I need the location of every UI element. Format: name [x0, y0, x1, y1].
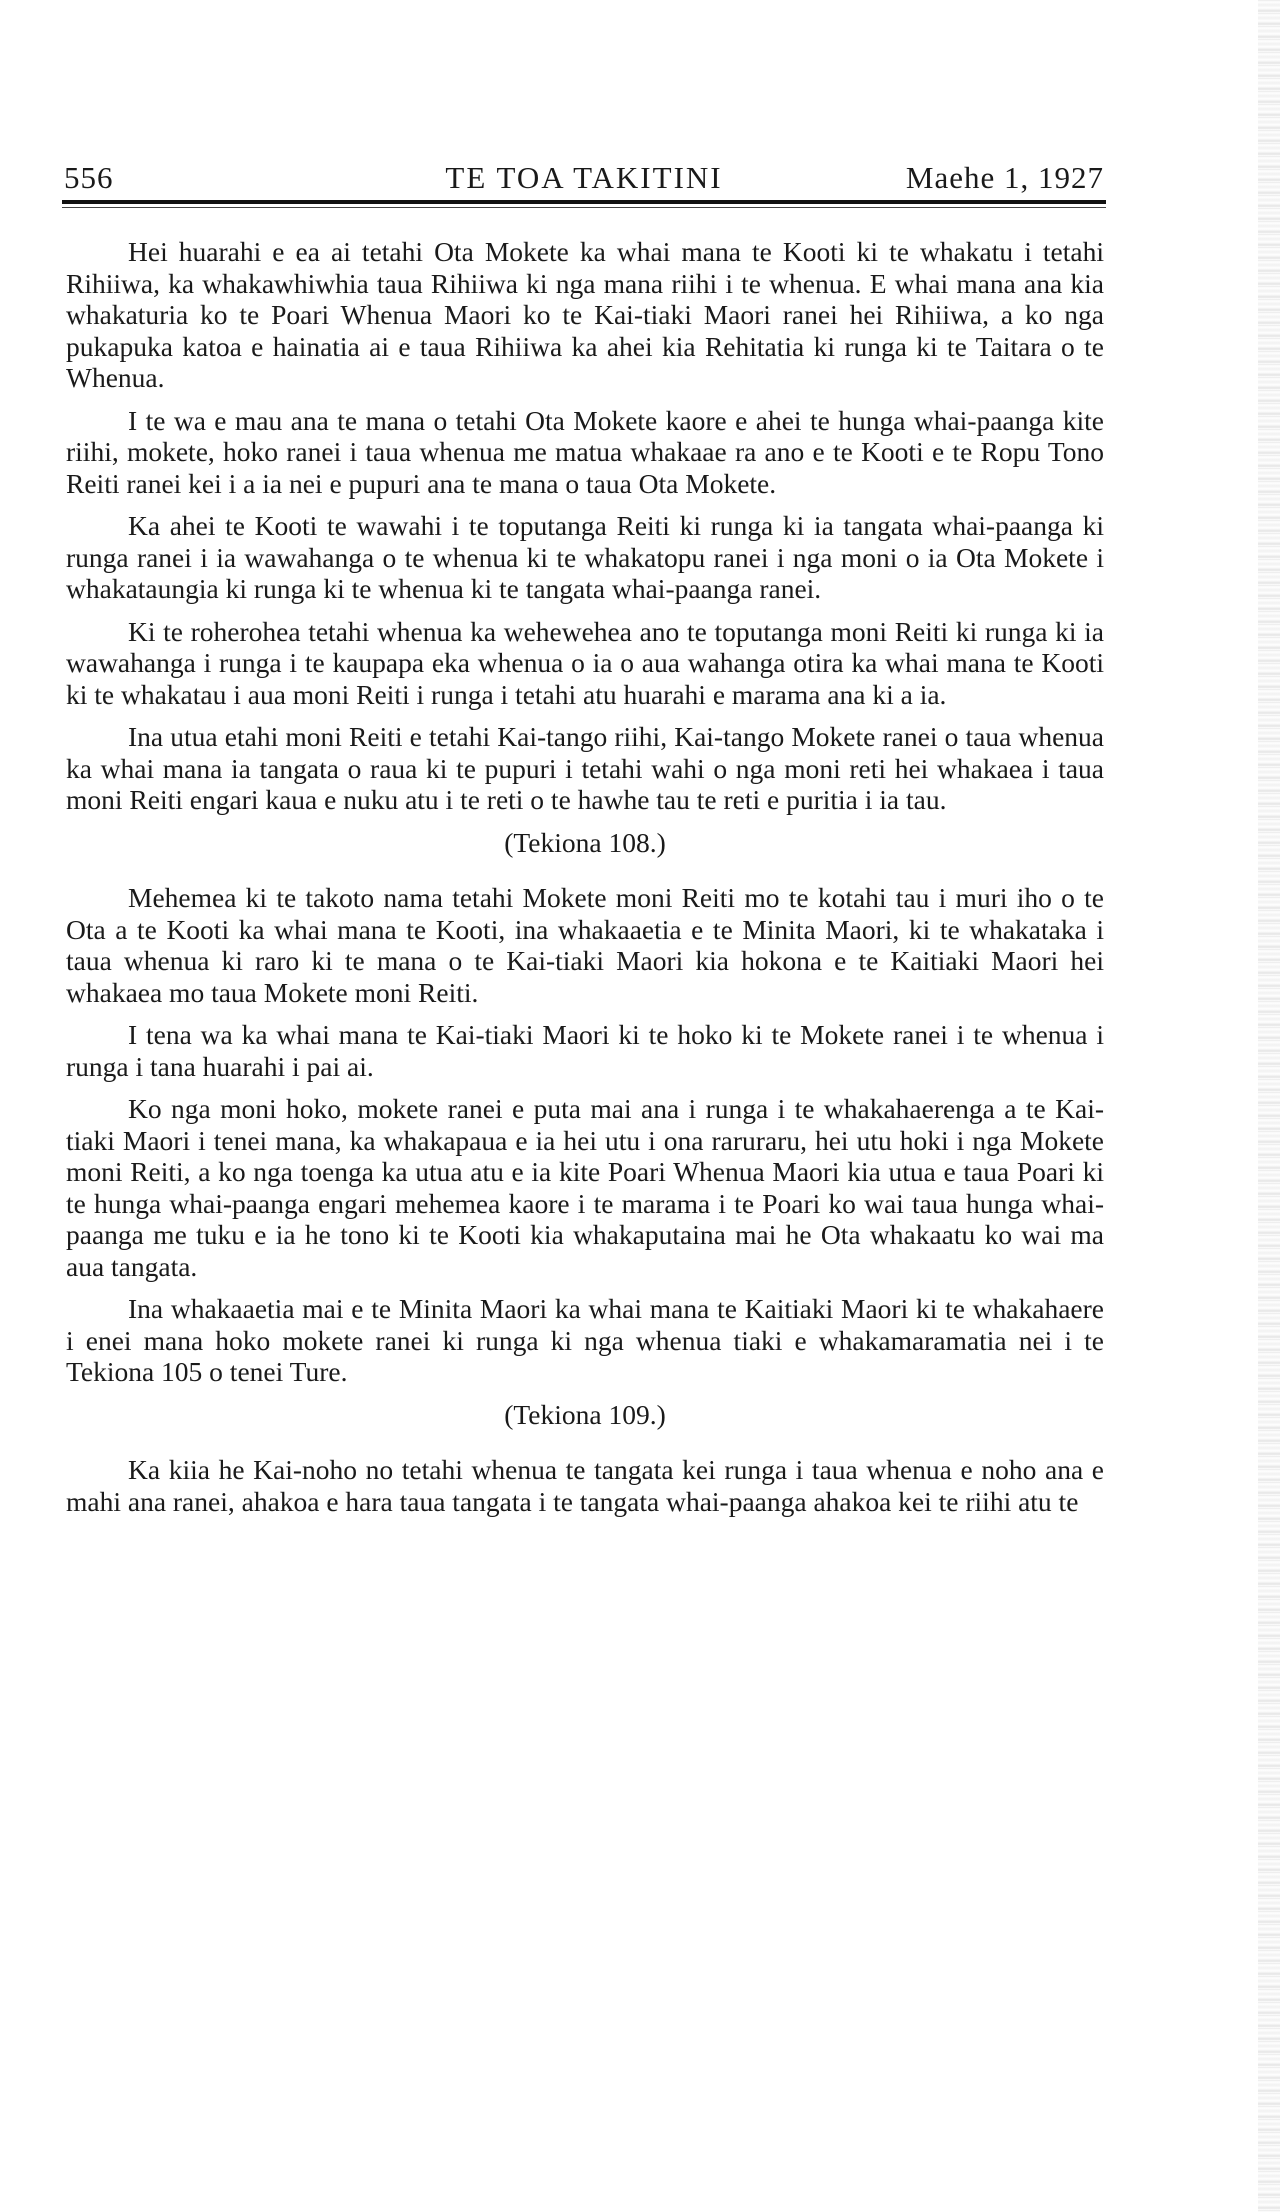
- header-rule-thin: [62, 207, 1106, 208]
- paragraph: Ka ahei te Kooti te wawahi i te toputanga Reiti ki runga ki ia tangata whai-paanga ki runga ranei i ia wawahanga o te whenua ki te whakatopu ranei i nga moni o ia Ota Mokete i whakataungia ki runga ki te whenua ki te tangata whai-paanga ranei.: [66, 510, 1104, 604]
- paragraph: Ina whakaaetia mai e te Minita Maori ka whai mana te Kaitiaki Maori ki te whakahaere i enei mana hoko mokete ranei ki runga ki nga whenua tiaki e whakamaramatia nei i te Tekiona 105 o tenei Ture.: [66, 1293, 1104, 1387]
- paragraph: Ka kiia he Kai-noho no tetahi whenua te tangata kei runga i taua whenua e noho ana e mahi ana ranei, ahakoa e hara taua tangata i te tangata whai-paanga ahakoa kei te riihi atu te: [66, 1454, 1104, 1517]
- running-title: TE TOA TAKITINI: [445, 160, 723, 195]
- section-heading: (Tekiona 109.): [504, 1398, 666, 1430]
- page-number: 556: [64, 160, 114, 195]
- section-heading: (Tekiona 108.): [504, 826, 666, 858]
- paragraph: Mehemea ki te takoto nama tetahi Mokete moni Reiti mo te kotahi tau i muri iho o te Ota a te Kooti ka whai mana te Kooti, ina whakaaetia e te Minita Maori, ki te whakataka i taua whenua ki raro ki te mana o te Kai-tiaki Maori kia hokona e te Kaitiaki Maori hei whakaea mo taua Mokete moni Reiti.: [66, 882, 1104, 1008]
- scan-edge-texture: [1258, 0, 1280, 2212]
- paragraph: Hei huarahi e ea ai tetahi Ota Mokete ka whai mana te Kooti ki te whakatu i tetahi Rihiiwa, ka whakawhiwhia taua Rihiiwa ki nga mana riihi i te whenua. E whai mana ana kia whakaturia ko te Poari Whenua Maori ko te Kai-tiaki Maori ranei hei Rihiiwa, a ko nga pukapuka katoa e hainatia ai e taua Rihiiwa ka ahei kia Rehitatia ki runga ki te Taitara o te Whenua.: [66, 236, 1104, 393]
- paragraph: I tena wa ka whai mana te Kai-tiaki Maori ki te hoko ki te Mokete ranei i te whenua i runga i tana huarahi i pai ai.: [66, 1019, 1104, 1082]
- paragraph: Ina utua etahi moni Reiti e tetahi Kai-tango riihi, Kai-tango Mokete ranei o taua whenua ka whai mana ia tangata o raua ki te pupuri i tetahi wahi o nga moni reti hei whakaea i taua moni Reiti engari kaua e nuku atu i te reti o te hawhe tau te reti e puritia i ia tau.: [66, 721, 1104, 815]
- body-text: [66, 236, 1104, 1528]
- issue-date: Maehe 1, 1927: [905, 160, 1104, 195]
- paragraph: Ko nga moni hoko, mokete ranei e puta mai ana i runga i te whakahaerenga a te Kai-tiaki Maori i tenei mana, ka whakapaua e ia hei utu i ona raruraru, hei utu hoki i nga Mokete moni Reiti, a ko nga toenga ka utua atu e ia kite Poari Whenua Maori kia utua e taua Poari ki te hunga whai-paanga engari mehemea kaore i te marama i te Poari ko wai taua hunga whai-paanga me tuku e ia he tono ki te Kooti kia whakaputaina mai he Ota whakaatu ko wai ma aua tangata.: [66, 1093, 1104, 1282]
- header-rule-thick: [62, 200, 1106, 204]
- paragraph: I te wa e mau ana te mana o tetahi Ota Mokete kaore e ahei te hunga whai-paanga kite riihi, mokete, hoko ranei i taua whenua me matua whakaae ra ano e te Kooti e te Ropu Tono Reiti ranei kei i a ia nei e pupuri ana te mana o taua Ota Mokete.: [66, 404, 1104, 499]
- page-header: [64, 160, 1104, 200]
- paragraph: Ki te roherohea tetahi whenua ka wehewehea ano te toputanga moni Reiti ki runga ki ia wawahanga i runga i te kaupapa eka whenua o ia o aua wahanga otira ka whai mana te Kooti ki te whakatau i aua moni Reiti i runga i tetahi atu huarahi e marama ana ki a ia.: [66, 615, 1104, 710]
